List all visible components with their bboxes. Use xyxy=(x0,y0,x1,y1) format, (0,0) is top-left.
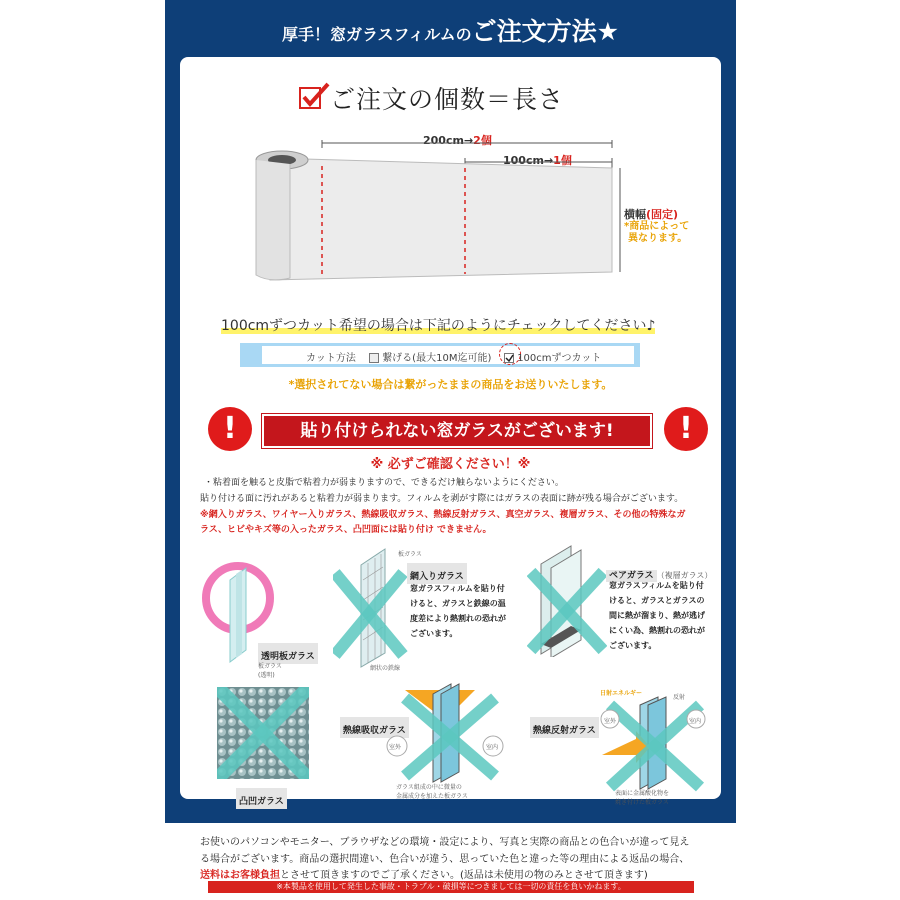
absorb-glass-illustration xyxy=(385,680,515,790)
option-connect[interactable]: 繋げる(最大10M迄可能) xyxy=(369,349,491,364)
warning-icon-left: ! xyxy=(208,407,252,451)
wired-glass-desc: 窓ガラスフィルムを貼り付 けると、ガラスと鉄線の温 度差により熱割れの恐れが ございます。 xyxy=(410,584,506,638)
wired-bottom-label: 網状の鉄線 xyxy=(370,665,401,672)
option-cut[interactable]: 100cmずつカット xyxy=(504,349,601,364)
footer-line-3: 送料はお客様負担とさせて頂きますのでご了承ください。(返品は未使用の物のみとさせて頂きます) xyxy=(200,870,648,881)
absorb-outside-label: 室外 xyxy=(389,744,402,751)
page-title-prefix: 厚手！窓ガラスフィルムの xyxy=(281,25,472,44)
width-label: 横幅(固定) xyxy=(624,208,679,221)
footer-line-2: る場合がございます。商品の選択間違い、色合いが違う、思っていた色と違った等の理由による返品の場合、 xyxy=(200,854,690,865)
page-title-main: ご注文方法★ xyxy=(471,17,620,46)
warning-red-2: ラス、ヒビやキズ等の入ったガラス、凸凹面には貼り付け できません。 xyxy=(200,525,492,535)
clear-glass-caption: 透明板ガラス xyxy=(258,643,318,664)
warning-icon-right: ! xyxy=(664,407,708,451)
footer-disclaimer: ※本製品を使用して発生した事故・トラブル・破損等につきましては一切の責任を負いかねます。 xyxy=(208,881,694,893)
cut-checkbox-checked[interactable] xyxy=(504,353,514,363)
film-roll-illustration xyxy=(250,140,630,290)
wired-glass-caption: 網入りガラス xyxy=(407,563,467,584)
pair-glass-illustration xyxy=(527,542,607,657)
reflect-sun-label: 日射エネルギー xyxy=(600,690,643,697)
width-note: *商品によって 異なります。 xyxy=(624,221,690,244)
red-check-icon xyxy=(298,82,330,110)
absorb-glass-caption: 熱線吸収ガラス xyxy=(340,717,409,738)
length-100-label: 100cm→1個 xyxy=(503,154,572,167)
wired-glass-illustration xyxy=(333,545,413,670)
wired-top-label: 板ガラス xyxy=(398,551,422,558)
footer-line-1: お使いのパソコンやモニター、ブラウザなどの環境・設定により、写真と実際の商品との色合いが違って見え xyxy=(200,837,690,848)
reflect-glass-caption: 熱線反射ガラス xyxy=(530,717,599,738)
cut-instruction: 100cmずつカット希望の場合は下記のようにチェックしてください♪ xyxy=(221,318,656,334)
reflect-inside-label: 室内 xyxy=(689,718,702,725)
warning-line-1: ・粘着面を触ると皮脂で粘着力が弱まりますので、できるだけ触らないようにください。 xyxy=(204,478,564,488)
reflect-glass-sub: 表面に金属酸化物を 焼き付けた板ガラス xyxy=(615,790,670,806)
reflect-label: 反射 xyxy=(673,694,686,701)
absorb-glass-sub: ガラス組成の中に微量の 金属成分を加えた板ガラス xyxy=(396,784,468,800)
warning-red-1: ※網入りガラス、ワイヤー入りガラス、熱線吸収ガラス、熱線反射ガラス、真空ガラス、複層ガラス、その他の特殊なガ xyxy=(200,510,686,520)
clear-glass-sub: 板ガラス (透明) xyxy=(258,663,282,679)
length-200-label: 200cm→2個 xyxy=(423,134,492,147)
patterned-glass-photo xyxy=(217,687,309,779)
connect-checkbox[interactable] xyxy=(369,353,379,363)
cut-note: *選択されてない場合は繋がったままの商品をお送りいたします。 xyxy=(288,378,613,391)
patterned-glass-caption: 凸凹ガラス xyxy=(236,788,287,809)
warning-line-2: 貼り付ける面に汚れがあると粘着力が弱まります。フィルムを剥がす際にはガラスの表面に跡が残る場合がございます。 xyxy=(200,494,684,504)
pair-glass-caption: ペアガラス （複層ガラス） xyxy=(606,563,712,582)
absorb-inside-label: 室内 xyxy=(486,744,499,751)
page-title xyxy=(165,12,736,48)
confirm-notice: ※ 必ずご確認ください！※ xyxy=(370,457,531,472)
pair-glass-desc: 窓ガラスフィルムを貼り付 けると、ガラスとガラスの 間に熱が溜まり、熱が逃げ にくい為、熱割れの恐れが ございます。 xyxy=(609,581,705,650)
warning-banner: 貼り付けられない窓ガラスがございます! xyxy=(262,414,652,448)
cut-method-label: カット方法 xyxy=(306,353,356,364)
reflect-glass-illustration xyxy=(600,695,715,795)
order-title: ご注文の個数＝長さ xyxy=(330,85,565,114)
reflect-outside-label: 室外 xyxy=(604,718,617,725)
